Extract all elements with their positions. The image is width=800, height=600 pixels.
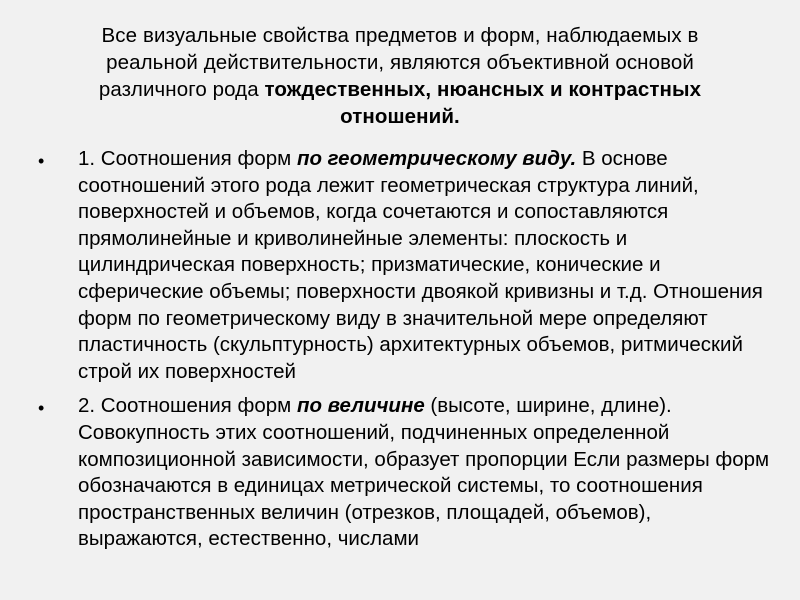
bullet-marker: • bbox=[38, 151, 45, 171]
bullet-lead-text: 1. Соотношения форм bbox=[78, 147, 297, 170]
bullet-marker: • bbox=[38, 398, 45, 419]
bullet-item-geometric bbox=[38, 146, 778, 385]
bullet-body-text: В основе соотношений этого рода лежит геометрическая структура линий, поверхностей и объемов, когда сочетаются и сопоставляются прямолинейные и криволинейные элементы: плоскость и цилиндрическая поверхность; призматические, конические и сферические объемы; поверхности двоякой кривизны и т.д. Отношения форм по геометрическому виду в значительной мере определяют пластичность (скульптурность) архитектурных объемов, ритмический строй их поверхностей bbox=[78, 147, 763, 383]
bullet-emphasis-text: по величине bbox=[296, 394, 425, 418]
slide-title-bold-text: тождественных, нюансных и контрастных отношений. bbox=[264, 78, 702, 128]
slide-title-text: Все визуальные свойства предметов и форм, наблюдаемых в реальной действительности, являются объективной основой различного рода bbox=[98, 24, 699, 101]
bullet-list bbox=[38, 146, 778, 561]
bullet-emphasis-text: по геометрическому виду. bbox=[296, 147, 577, 170]
slide-title bbox=[60, 22, 740, 130]
bullet-body-text: (высоте, ширине, длине). Совокупность этих соотношений, подчиненных определенной композиционной зависимости, образует пропорции Если размеры форм обозначаются в единицах метрической системы, то соотношения пространственных величин (отрезков, площадей, объемов), выражаются, естественно, числами bbox=[78, 394, 770, 551]
bullet-lead-text: 2. Соотношения форм bbox=[78, 394, 297, 418]
bullet-item-size bbox=[38, 393, 778, 553]
